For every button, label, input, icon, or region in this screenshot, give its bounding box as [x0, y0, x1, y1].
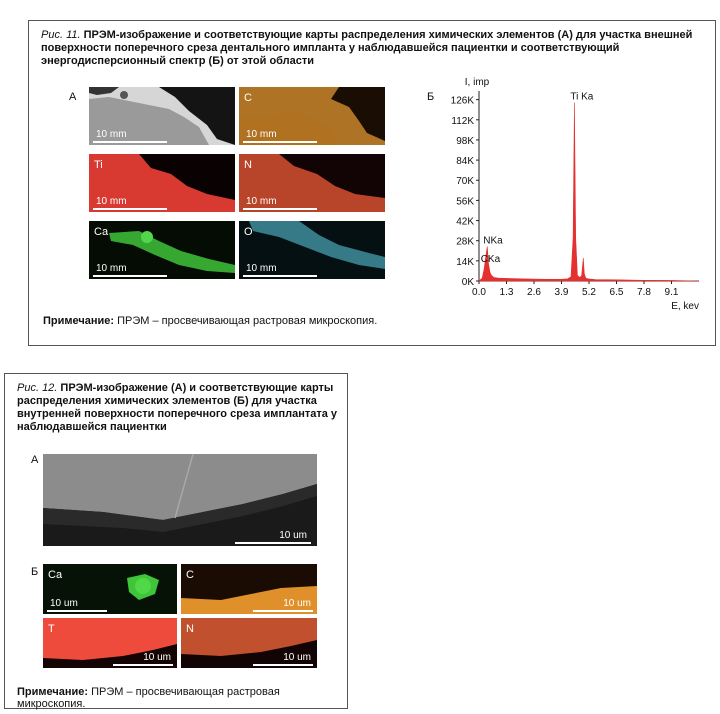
- figure-12-label: Рис. 12.: [17, 382, 58, 394]
- y-tick-label: 28K: [456, 236, 474, 248]
- x-tick-label: 0.0: [472, 287, 486, 298]
- spectrum-area: [479, 103, 699, 282]
- scale-bar: 10 mm: [93, 129, 167, 143]
- map-calcium: [43, 564, 177, 614]
- map-label: Ca: [48, 569, 63, 581]
- y-tick-label: 84K: [456, 156, 474, 168]
- map-label: N: [186, 623, 194, 635]
- x-tick-label: 6.5: [609, 287, 624, 298]
- map-label: T: [48, 623, 55, 635]
- x-tick-label: 3.9: [554, 287, 569, 298]
- figure-11-title: ПРЭМ-изображение и соответствующие карты распределения химических элементов (А) для участка внешней поверхности поперечного среза дентального импланта у наблюдавшейся пациентки и соответствующий энергодисперсионный спектр (Б) от этой области: [41, 29, 693, 67]
- map-carbon: [239, 87, 385, 145]
- figure-11-note: Примечание: ПРЭМ – просвечивающая растровая микроскопия.: [43, 315, 378, 327]
- y-tick-label: 56K: [456, 196, 474, 208]
- scale-bar: 10 mm: [243, 263, 317, 277]
- peak-label: Ti Ka: [570, 91, 594, 103]
- scale-bar: 10 um: [253, 652, 313, 666]
- y-tick-label: 70K: [456, 176, 474, 188]
- map-oxygen: [239, 221, 385, 279]
- y-tick-label: 126K: [450, 95, 474, 107]
- y-tick-label: 112K: [451, 115, 474, 127]
- stem-image: [89, 87, 235, 145]
- y-tick-label: 42K: [456, 216, 474, 228]
- map-label: C: [186, 569, 194, 581]
- map-nitrogen: [181, 618, 317, 668]
- map-label: O: [244, 226, 253, 238]
- peak-label: CKa: [480, 254, 501, 266]
- map-titanium: [89, 154, 235, 212]
- panel-b-letter: Б: [427, 91, 435, 103]
- map-label: Ca: [94, 226, 109, 238]
- figure-11-caption: [41, 29, 705, 68]
- figure-12-caption: [17, 382, 339, 434]
- scale-bar: 10 mm: [93, 196, 167, 210]
- eds-spectrum-chart: [439, 73, 709, 313]
- map-calcium: [89, 221, 235, 279]
- map-carbon: [181, 564, 317, 614]
- map-label: Ti: [94, 159, 103, 171]
- y-tick-label: 14K: [456, 256, 474, 268]
- panel-a-letter: А: [69, 91, 77, 103]
- y-tick-label: 98K: [456, 135, 474, 147]
- x-tick-label: 9.1: [664, 287, 679, 298]
- x-tick-label: 1.3: [499, 287, 514, 298]
- figure-11-label: Рис. 11.: [41, 29, 81, 41]
- scale-bar: 10 mm: [93, 263, 167, 277]
- scale-bar: 10 mm: [243, 129, 317, 143]
- x-tick-label: 5.2: [582, 287, 596, 298]
- y-tick-label: 0K: [461, 277, 474, 288]
- map-nitrogen: [239, 154, 385, 212]
- scale-bar: 10 um: [47, 598, 107, 612]
- x-tick-label: 7.8: [637, 287, 651, 298]
- map-label: C: [244, 92, 252, 104]
- x-axis-label: E, kev: [671, 301, 699, 312]
- panel-b-letter: Б: [31, 566, 39, 578]
- scale-bar: 10 mm: [243, 196, 317, 210]
- map-titanium: [43, 618, 177, 668]
- scale-bar: 10 um: [113, 652, 173, 666]
- panel-a-letter: А: [31, 454, 39, 466]
- scale-bar: 10 um: [253, 598, 313, 612]
- stem-image: [43, 454, 317, 546]
- scale-bar: 10 um: [235, 530, 311, 544]
- x-tick-label: 2.6: [527, 287, 541, 298]
- figure-11: [28, 20, 716, 346]
- map-label: N: [244, 159, 252, 171]
- figure-12-title: ПРЭМ-изображение (А) и соответствующие карты распределения химических элементов (Б) для участка внутренней поверхности поперечного среза имплантата у наблюдавшейся пациентки: [17, 382, 338, 433]
- figure-12: [4, 373, 348, 709]
- figure-12-note: Примечание: ПРЭМ – просвечивающая растровая микроскопия.: [17, 686, 280, 710]
- peak-label: NKa: [483, 235, 503, 247]
- y-axis-label: I, imp: [464, 77, 490, 88]
